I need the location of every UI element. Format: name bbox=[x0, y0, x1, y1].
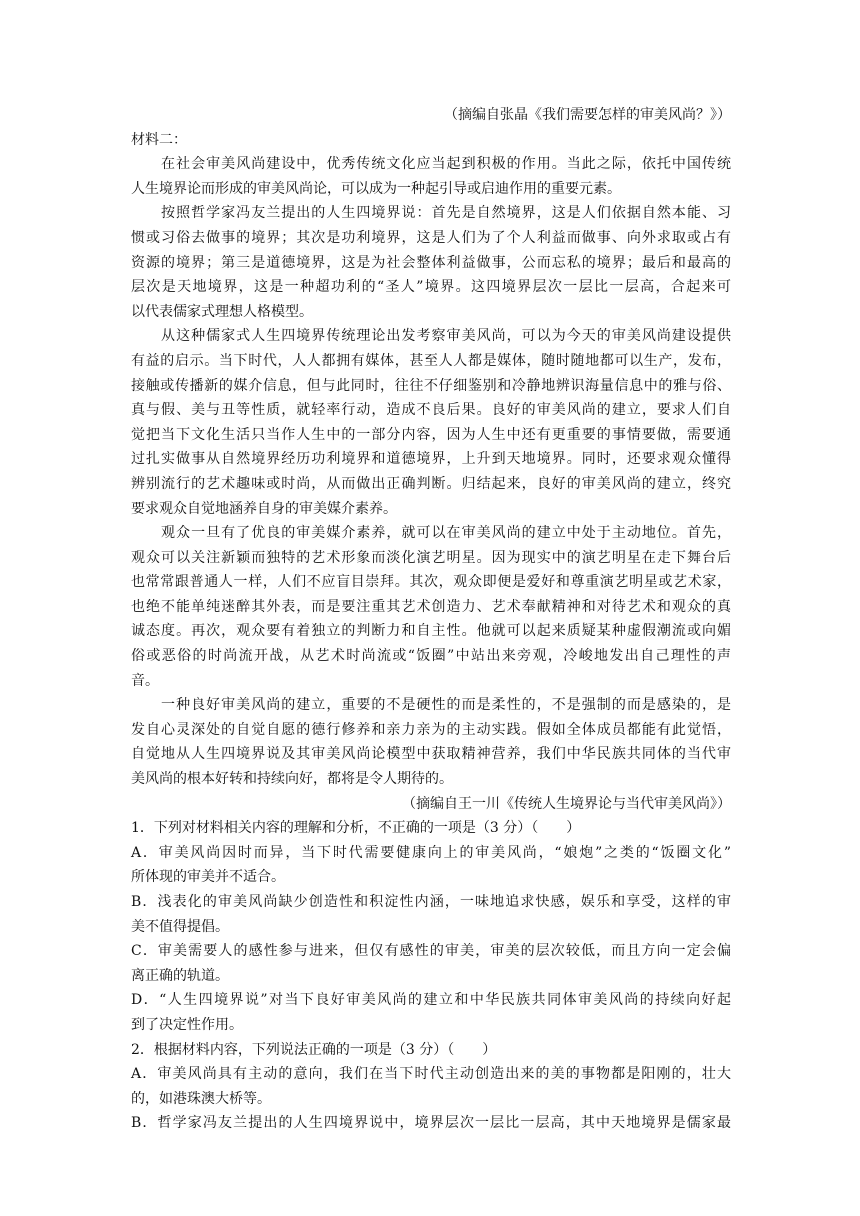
text-line: 也绝不能单纯迷醉其外表，而是要注重其艺术创造力、艺术奉献精神和对待艺术和观众的真 bbox=[131, 598, 731, 615]
option-d bbox=[131, 988, 731, 1037]
text-line: 以代表儒家式理想人格模型。 bbox=[131, 303, 313, 320]
text-line: B．浅表化的审美风尚缺少创造性和积淀性内涵，一味地追求快感，娱乐和享受，这样的审 bbox=[131, 894, 731, 910]
text-line: B．哲学家冯友兰提出的人生四境界说中，境界层次一层比一层高，其中天地境界是儒家最 bbox=[131, 1115, 731, 1132]
question-stem: 2．根据材料内容，下列说法正确的一项是（3 分）（ ） bbox=[131, 1041, 497, 1058]
text-line: C．审美需要人的感性参与进来，但仅有感性的审美，审美的层次较低，而且方向一定会偏 bbox=[131, 943, 731, 960]
text-line: 资源的境界；第三是道德境界，这是为社会整体利益做事，公而忘私的境界；最后和最高的 bbox=[131, 254, 731, 271]
option-b bbox=[131, 890, 731, 939]
text-line: 觉把当下文化生活只当作人生中的一部分内容，因为人生中还有更重要的事情要做，需要通 bbox=[131, 426, 731, 443]
paragraph-5 bbox=[131, 693, 731, 791]
text-line: 到了决定性作用。 bbox=[131, 1016, 243, 1033]
option-c bbox=[131, 939, 731, 988]
material-2-heading: 材料二： bbox=[131, 131, 187, 148]
option-a bbox=[131, 1062, 731, 1111]
text-line: 的，如港珠澳大桥等。 bbox=[131, 1090, 271, 1107]
question-2 bbox=[131, 1038, 731, 1136]
text-line: 俗或恶俗的时尚流开战，从艺术时尚流或“饭圈”中站出来旁观，冷峻地发出自己理性的声 bbox=[131, 648, 731, 665]
text-line: 诚态度。再次，观众要有着独立的判断力和自主性。他就可以起来质疑某种虚假潮流或向媚 bbox=[131, 623, 731, 640]
text-line: 要求观众自觉地涵养自身的审美媒介素养。 bbox=[131, 500, 397, 517]
text-line: 离正确的轨道。 bbox=[131, 967, 229, 984]
text-line: 自觉地从人生四境界说及其审美风尚论模型中获取精神营养，我们中华民族共同体的当代审 bbox=[131, 746, 731, 763]
paragraph-4 bbox=[131, 521, 731, 693]
text-line: 从这种儒家式人生四境界传统理论出发考察审美风尚，可以为今天的审美风尚建设提供 bbox=[131, 328, 731, 345]
text-line: 美风尚的根本好转和持续向好，都将是令人期待的。 bbox=[131, 771, 453, 788]
text-line: 观众可以关注新颖而独特的艺术形象而淡化演艺明星。因为现实中的演艺明星在走下舞台后 bbox=[131, 549, 731, 566]
text-line: 也常常跟普通人一样，人们不应盲目崇拜。其次，观众即便是爱好和尊重演艺明星或艺术家， bbox=[131, 574, 731, 591]
text-line: 层次是天地境界，这是一种超功利的“圣人”境界。这四境界层次一层比一层高，合起来可 bbox=[131, 279, 731, 296]
source-citation-1: （摘编自张晶《我们需要怎样的审美风尚？》） bbox=[444, 107, 731, 123]
question-stem: 1．下列对材料相关内容的理解和分析，不正确的一项是（3 分）（ ） bbox=[131, 820, 581, 837]
text-line: 辨别流行的艺术趣味或时尚，从而做出正确判断。归结起来，良好的审美风尚的建立，终究 bbox=[131, 475, 731, 492]
text-line: 接触或传播新的媒介信息，但与此同时，往往不仔细鉴别和冷静地辨识海量信息中的雅与俗、 bbox=[131, 377, 731, 394]
text-line: 发自心灵深处的自觉自愿的德行修养和亲力亲为的主动实践。假如全体成员都能有此觉悟， bbox=[131, 721, 731, 738]
paragraph-3 bbox=[131, 324, 731, 521]
option-a bbox=[131, 841, 731, 890]
text-line: D．“人生四境界说”对当下良好审美风尚的建立和中华民族共同体审美风尚的持续向好起 bbox=[131, 992, 731, 1009]
text-line: 一种良好审美风尚的建立，重要的不是硬性的而是柔性的，不是强制的而是感染的，是 bbox=[131, 697, 731, 714]
text-line: 音。 bbox=[131, 672, 159, 689]
option-b bbox=[131, 1111, 731, 1136]
text-line: 美不值得提倡。 bbox=[131, 918, 229, 935]
question-1 bbox=[131, 816, 731, 1037]
text-line: 有益的启示。当下时代，人人都拥有媒体，甚至人人都是媒体，随时随地都可以生产，发布， bbox=[131, 352, 731, 369]
paragraph-1 bbox=[131, 152, 731, 201]
text-line: 过扎实做事从自然境界经历功利境界和道德境界，上升到天地境界。同时，还要求观众懂得 bbox=[131, 451, 731, 468]
text-line: 按照哲学家冯友兰提出的人生四境界说：首先是自然境界，这是人们依据自然本能、习 bbox=[131, 205, 731, 222]
text-line: 真与假、美与丑等性质，就轻率行动，造成不良后果。良好的审美风尚的建立，要求人们自 bbox=[131, 402, 731, 419]
text-line: 惯或习俗去做事的境界；其次是功利境界，这是人们为了个人利益而做事、向外求取或占有 bbox=[131, 229, 731, 246]
paragraph-2 bbox=[131, 201, 731, 324]
text-line: A．审美风尚具有主动的意向，我们在当下时代主动创造出来的美的事物都是阳刚的，壮大 bbox=[131, 1066, 731, 1083]
source-citation-2: （摘编自王一川《传统人生境界论与当代审美风尚》） bbox=[402, 795, 731, 812]
text-line: 观众一旦有了优良的审美媒介素养，就可以在审美风尚的建立中处于主动地位。首先， bbox=[131, 525, 731, 542]
document-page bbox=[131, 103, 731, 1136]
text-line: A．审美风尚因时而异，当下时代需要健康向上的审美风尚，“娘炮”之类的“饭圈文化” bbox=[131, 844, 731, 861]
text-line: 人生境界论而形成的审美风尚论，可以成为一种起引导或启迪作用的重要元素。 bbox=[131, 180, 621, 197]
text-line: 在社会审美风尚建设中，优秀传统文化应当起到积极的作用。当此之际，依托中国传统 bbox=[131, 156, 731, 173]
text-line: 所体现的审美并不适合。 bbox=[131, 869, 285, 886]
